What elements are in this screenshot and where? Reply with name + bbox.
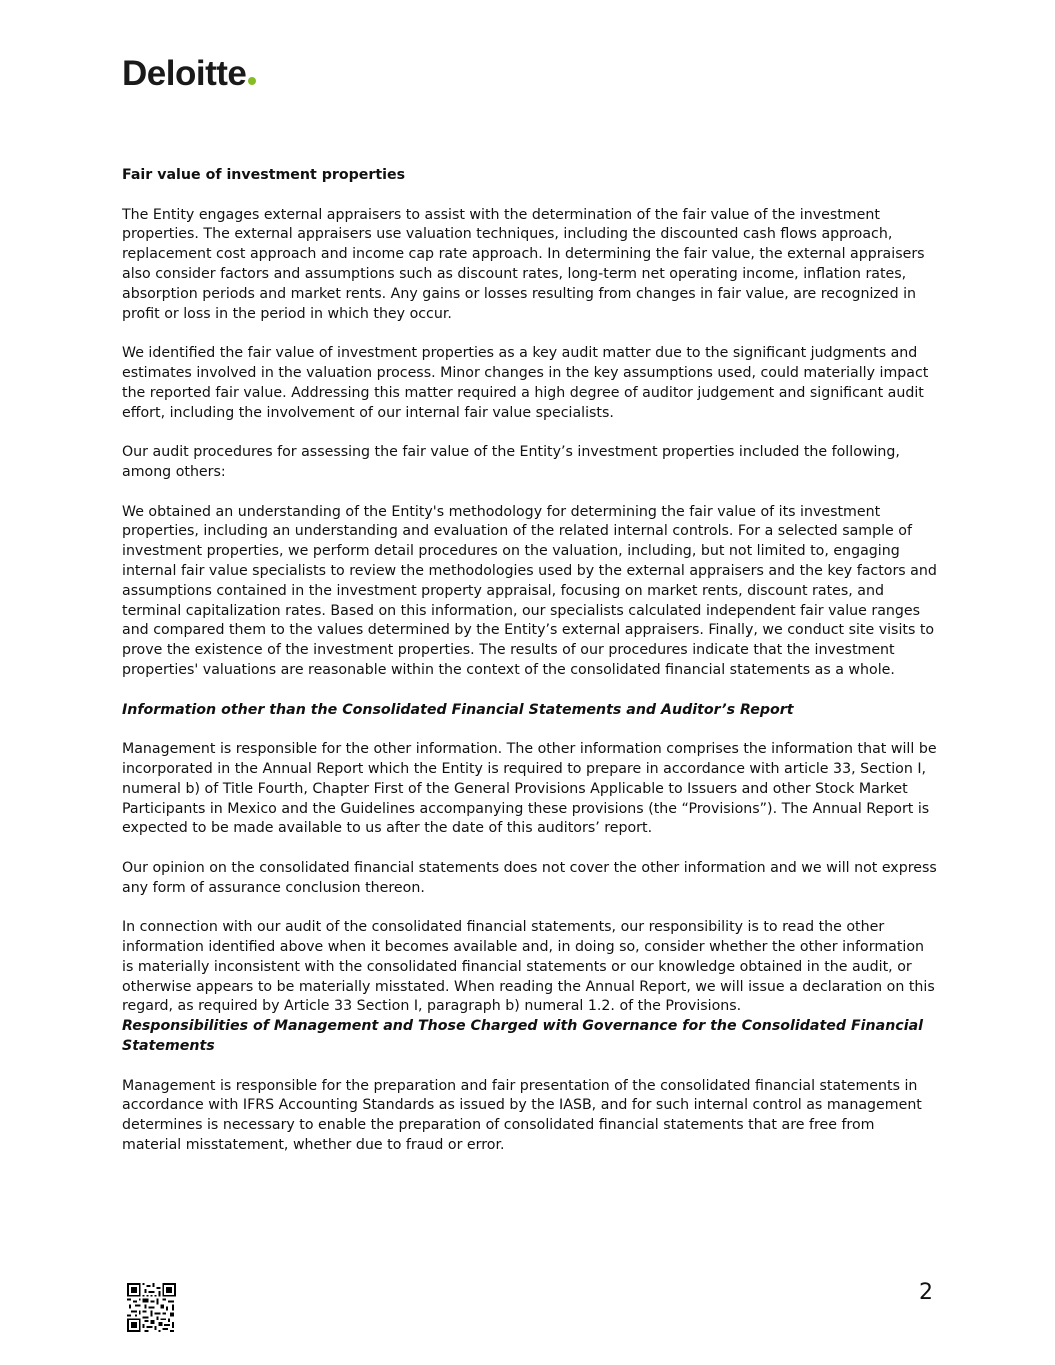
section-heading-fair-value: Fair value of investment properties [122,167,406,183]
paragraph: We obtained an understanding of the Entity's methodology for determining the fair value of its investment properties, including an understanding and evaluation of the related internal controls. For a selected sample of investment properties, we perform detail procedures on the valuation, including, but not limited to, engaging internal fair value specialists to review the methodologies used by the external appraisers and the key factors and assumptions contained in the investment property appraisal, focusing on market rents, discount rates, and terminal capitalization rates. Based on this information, our specialists calculated independent fair value ranges and compared them to the values determined by the Entity’s external appraisers. Finally, we conduct site visits to prove the existence of the investment properties. The results of our procedures indicate that the investment properties' valuations are reasonable within the context of the consolidated financial statements as a whole. [122,503,937,678]
section-heading-other-information: Information other than the Consolidated Financial Statements and Auditor’s Report [122,701,794,718]
paragraph: Management is responsible for the preparation and fair presentation of the consolidated financial statements in accordance with IFRS Accounting Standards as issued by the IASB, and for such internal control as management determines is necessary to enable the preparation of consolidated financial statements that are free from material misstatement, whether due to fraud or error. [122,1077,922,1154]
paragraph: We identified the fair value of investment properties as a key audit matter due to the significant judgments and estimates involved in the valuation process. Minor changes in the key assumptions used, could materially impact the reported fair value. Addressing this matter required a high degree of auditor judgement and significant audit effort, including the involvement of our internal fair value specialists. [122,345,929,421]
paragraph: Management is responsible for the other information. The other information comprises the information that will be incorporated in the Annual Report which the Entity is required to prepare in accordance with article 33, Section I, numeral b) of Title Fourth, Chapter First of the General Provisions Applicable to Issuers and other Stock Market Participants in Mexico and the Guidelines accompanying these provisions (the “Provisions”). The Annual Report is expected to be made available to us after the date of this auditors’ report. [122,741,937,837]
logo-dot [248,77,256,85]
section-heading-management-responsibilities: Responsibilities of Management and Those Charged with Governance for the Consolidated Financial Statements [122,1018,924,1055]
deloitte-logo: Deloitte [122,56,256,91]
qr-code [127,1283,176,1332]
page-number: 2 [919,1280,933,1305]
paragraph: Our opinion on the consolidated financial statements does not cover the other information and we will not express any form of assurance conclusion thereon. [122,859,937,896]
paragraph: The Entity engages external appraisers to assist with the determination of the fair value of the investment properties. The external appraisers use valuation techniques, including the discounted cash flows approach, replacement cost approach and income cap rate approach. In determining the fair value, the external appraisers also consider factors and assumptions such as discount rates, long-term net operating income, inflation rates, absorption periods and market rents. Any gains or losses resulting from changes in fair value, are recognized in profit or loss in the period in which they occur. [122,206,925,322]
paragraph: In connection with our audit of the consolidated financial statements, our responsibility is to read the other information identified above when it becomes available and, in doing so, consider whether the other information is materially inconsistent with the consolidated financial statements or our knowledge obtained in the audit, or otherwise appears to be materially misstated. When reading the Annual Report, we will issue a declaration on this regard, as required by Article 33 Section I, paragraph b) numeral 1.2. of the Provisions. [122,919,935,1015]
paragraph: Our audit procedures for assessing the fair value of the Entity’s investment properties included the following, among others: [122,444,900,480]
document-body [122,166,937,1176]
